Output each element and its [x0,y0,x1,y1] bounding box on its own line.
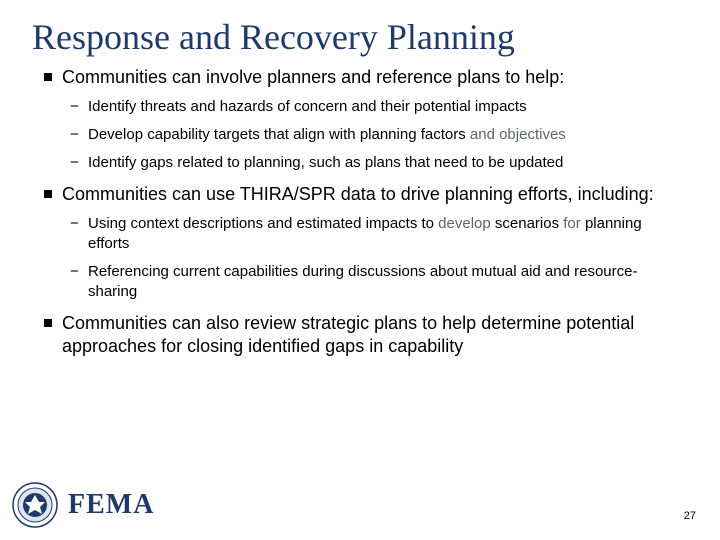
bullet-3-text: Communities can also review strategic plans to help determine potential approaches for closing identified gaps in capability [62,313,635,356]
subitem-1-2-text: Develop capability targets that align with planning factors [88,126,466,143]
slide-content [44,66,684,368]
square-bullet-icon [44,73,52,81]
dash-icon: − [70,263,79,280]
subitem-1-2 [62,125,684,145]
subitem-1-3 [62,153,684,173]
dash-icon: − [70,98,79,115]
bullet-2 [44,183,684,302]
subitem-2-1-text-e: planning efforts [88,215,642,252]
subitem-2-1-text-c: scenarios [490,215,564,232]
subitem-1-1-text: Identify threats and hazards of concern and their potential impacts [88,98,527,115]
slide-title: Response and Recovery Planning [32,17,515,57]
subitem-2-2-text: Referencing current capabilities during discussions about mutual aid and resource-sharing [88,263,638,300]
square-bullet-icon [44,190,52,198]
dash-icon: − [70,154,79,171]
square-bullet-icon [44,319,52,327]
bullet-2-sublist [62,214,684,302]
subitem-2-1 [62,214,684,254]
page-number: 27 [683,510,696,522]
bullet-2-text: Communities can use THIRA/SPR data to drive planning efforts, including: [62,184,654,204]
dash-icon: − [70,126,79,143]
subitem-1-3-text: Identify gaps related to planning, such as plans that need to be updated [88,154,564,171]
subitem-1-1 [62,97,684,117]
dash-icon: − [70,215,79,232]
subitem-2-1-text-b: develop [438,215,491,232]
subitem-1-2-text-highlight: and objectives [465,126,566,143]
subitem-2-1-text-a: Using context descriptions and estimated impacts to [88,215,439,232]
subitem-2-2 [62,262,684,302]
fema-logo: FEMA [68,489,155,520]
dhs-seal-icon [12,482,58,528]
bullet-3 [44,312,684,358]
bullet-1-text: Communities can involve planners and reference plans to help: [62,67,565,87]
subitem-2-1-text-d: for [563,215,581,232]
bullet-1-sublist [62,97,684,173]
bullet-1 [44,66,684,173]
